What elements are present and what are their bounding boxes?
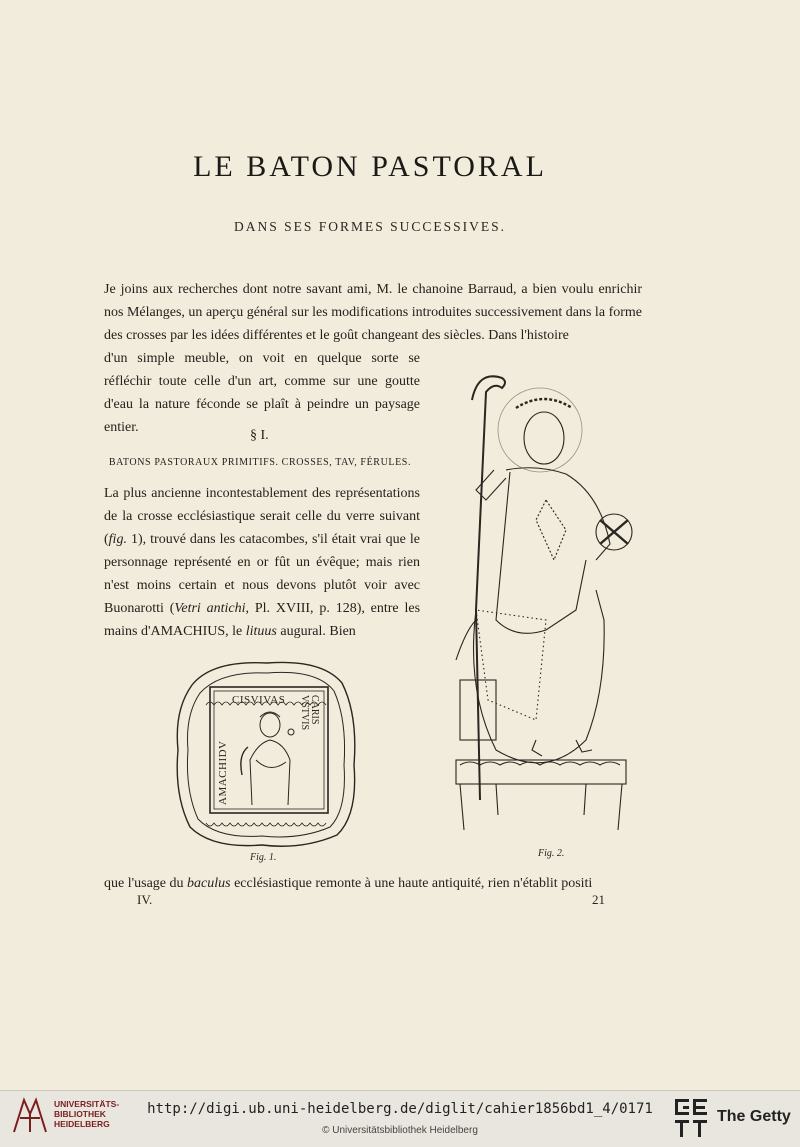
figure-2-caption: Fig. 2. [538,848,565,859]
section-heading: BATONS PASTORAUX PRIMITIFS. CROSSES, TAV, FÉRULES. [108,457,412,468]
text-run: , le [225,624,246,639]
book-title: Vetri antichi [174,601,246,616]
text-run: ecclésiastique remonte à une haute antiquité, rien n'établit positi [230,876,593,891]
fig1-left-inscription: AMACHIDV [217,740,229,805]
figure-1-caption: Fig. 1. [250,852,277,863]
fig1-right-inscription: CARIS [309,695,320,725]
page-subtitle: DANS SES FORMES SUCCESSIVES. [233,219,507,234]
text-run: , Pl. XVIII, p. 128), entre les mains d' [104,601,421,639]
permalink-url[interactable]: http://digi.ub.uni-heidelberg.de/diglit/cahier1856bd1_4/0171 [147,1101,653,1117]
volume-number: IV. [137,892,153,907]
section-mark: § I. [250,428,269,443]
show-through-text [120,90,680,113]
intro-paragraph-continued: d'un simple meuble, on voit en quelque sorte se réfléchir toute celle d'un art, comme sur une goutte d'eau la nature féconde se plaît à peindre un paysage entier. [104,351,420,435]
getty-logo-icon[interactable] [673,1097,709,1139]
fig-reference: fig. [108,532,127,547]
latin-term: baculus [187,876,231,891]
library-name: UNIVERSITÄTS- BIBLIOTHEK HEIDELBERG [54,1099,120,1129]
text-run: 1), trouvé dans les catacombes, s'il était vrai que le personnage représenté en or fût un évêque; mais rien n'est moins certain et nous devons plutôt voir avec Buonarotti ( [104,532,420,616]
closing-line [104,872,644,895]
latin-term: lituus [245,624,277,639]
fig1-top-inscription: CISVIVAS [232,694,286,706]
getty-label[interactable]: The Getty [717,1108,791,1125]
body-paragraph [104,482,420,643]
intro-paragraph: Je joins aux recherches dont notre savant ami, M. le chanoine Barraud, a bien voulu enrichir nos Mélanges, un aperçu général sur les modifications introduites successivement dans la forme des crosses par les idées différentes et le goût changeant des siècles. Dans l'histoire [104,282,642,343]
text-run: La plus ancienne incontestablement des représentations de la crosse ecclésiastique serait celle du verre suivant ( [104,486,420,547]
page-number: 21 [592,892,605,907]
text-run: que l'usage du [104,876,188,891]
copyright-notice: © Universitätsbibliothek Heidelberg [322,1125,478,1136]
text-run: augural. Bien [276,624,356,639]
page-title: LE BATON PASTORAL [193,150,547,183]
figure-1-gold-glass [172,655,358,850]
figure-2-enthroned-figure [436,360,636,840]
proper-name: AMACHIUS [150,624,226,639]
svg-text:VSTVIS: VSTVIS [299,695,310,731]
